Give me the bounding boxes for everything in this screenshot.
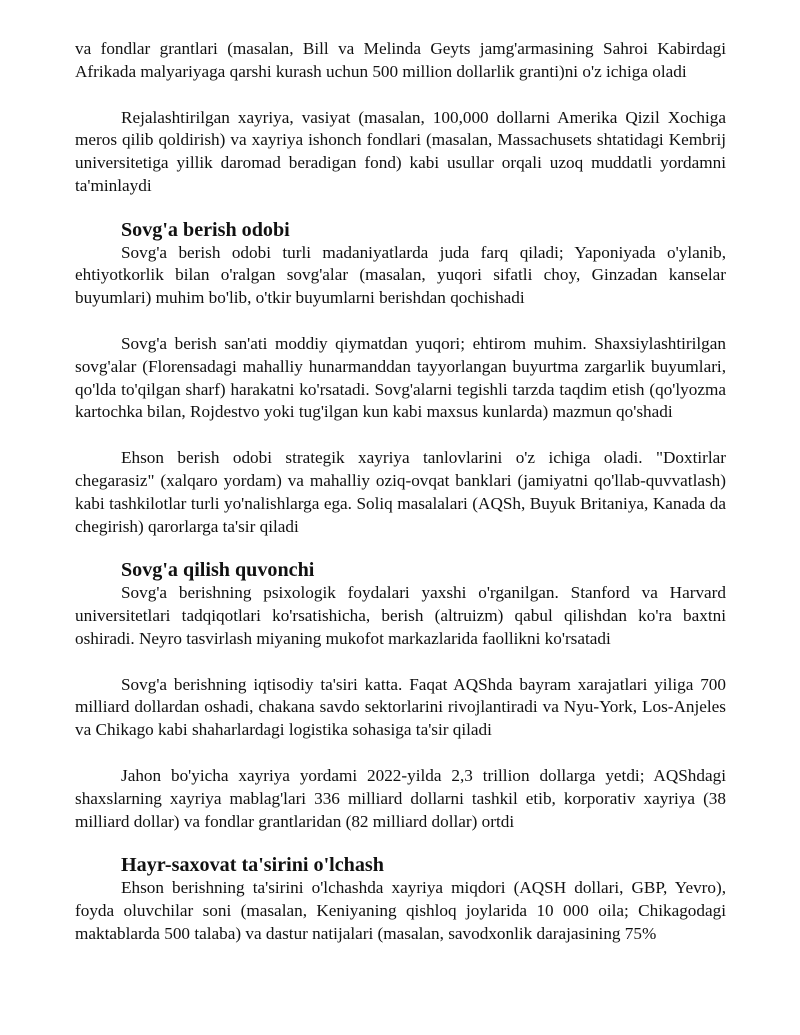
document-page (75, 38, 726, 946)
paragraph-measuring-impact: Ehson berishning ta'sirini o'lchashda xayriya miqdori (AQSH dollari, GBP, Yevro), foyda oluvchilar soni (masalan, Keniyaning qishloq joylarida 10 000 oila; Chikagodagi maktablarda 500 talaba) va dastur natijalari (masalan, savodxonlik darajasining 75% (75, 878, 726, 943)
paragraph-charity-etiquette: Ehson berish odobi strategik xayriya tanlovlarini o'z ichiga oladi. "Doxtirlar chegarasiz" (xalqaro yordam) va mahalliy oziq-ovqat banklari (jamiyatni qo'llab-quvvatlash) kabi tashkilotlar turli yo'nalishlarga ega. Soliq masalalari (AQSh, Buyuk Britaniya, Kanada da chegirish) qarorlarga ta'sir qiladi (75, 448, 726, 536)
paragraph-global-charity: Jahon bo'yicha xayriya yordami 2022-yilda 2,3 trillion dollarga yetdi; AQShdagi shaxslarning xayriya mablag'lari 336 milliard dollarni tashkil etib, korporativ xayriya (38 milliard dollar) va fondlar grantlaridan (82 milliard dollar) ortdi (75, 765, 726, 831)
heading-measuring-impact: Hayr-saxovat ta'sirini o'lchash (121, 854, 384, 877)
paragraph-art-of-giving: Sovg'a berish san'ati moddiy qiymatdan yuqori; ehtirom muhim. Shaxsiylashtirilgan sovg'alar (Florensadagi mahalliy hunarmanddan tayyorlangan buyurtma zargarlik buyumlari, qo'lda to'qilgan sharf) harakatni ko'rsatadi. Sovg'alarni tegishli tarzda taqdim etish (qo'lyozma kartochka bilan, Rojdestvo yoki tug'ilgan kun kabi maxsus kunlarda) mazmun qo'shadi (75, 333, 726, 422)
paragraph-etiquette-cultures: Sovg'a berish odobi turli madaniyatlarda juda farq qiladi; Yaponiyada o'ylanib, ehtiyotkorlik bilan o'ralgan sovg'alar (masalan, yuqori sifatli choy, Ginzadan kanselar buyumlari) muhim bo'lib, o'tkir buyumlarni berishdan qochishadi (75, 242, 726, 308)
paragraph-economic-impact: Sovg'a berishning iqtisodiy ta'siri katta. Faqat AQShda bayram xarajatlari yiliga 700 milliard dollardan oshadi, chakana savdo sektorlarini rivojlantiradi va Nyu-York, Los-Anjeles va Chikago kabi shaharlardagi logistika sohasiga ta'sir qiladi (75, 674, 726, 740)
paragraph-planned-giving: Rejalashtirilgan xayriya, vasiyat (masalan, 100,000 dollarni Amerika Qizil Xochiga meros qilib qoldirish) va xayriya ishonch fondlari (masalan, Massachusets shtatidagi Kembrij universitetiga yillik daromad beradigan fond) kabi usullar orqali uzoq muddatli yordamni ta'minlaydi (75, 107, 726, 195)
heading-joy-of-giving: Sovg'a qilish quvonchi (121, 559, 315, 582)
heading-gift-etiquette: Sovg'a berish odobi (121, 218, 290, 241)
paragraph-grants: va fondlar grantlari (masalan, Bill va Melinda Geyts jamg'armasining Sahroi Kabirdagi Afrikada malyariyaga qarshi kurash uchun 500 million dollarlik granti)ni o'z ichiga oladi (75, 39, 726, 81)
paragraph-psychological-benefits: Sovg'a berishning psixologik foydalari yaxshi o'rganilgan. Stanford va Harvard universitetlari tadqiqotlari ko'rsatishicha, berish (altruizm) qabul qilishdan ko'ra baxtni oshiradi. Neyro tasvirlash miyaning mukofot markazlarida faollikni ko'rsatadi (75, 583, 726, 648)
